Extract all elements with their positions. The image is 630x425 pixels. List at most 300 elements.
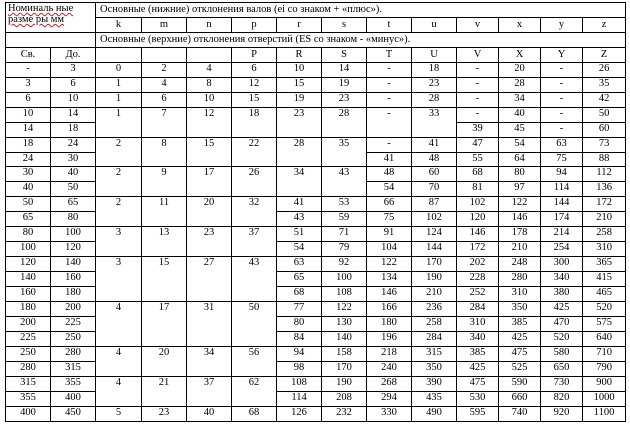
deviation-cell: 590 — [499, 376, 541, 391]
deviation-cell: 14 — [322, 62, 367, 77]
deviation-cell: 232 — [322, 406, 367, 421]
deviation-cell: 19 — [277, 92, 322, 107]
hole-letter: S — [322, 47, 367, 62]
deviation-cell: 390 — [412, 376, 457, 391]
shaft-letter: s — [322, 17, 367, 32]
deviation-cell: 475 — [499, 346, 541, 361]
deviation-cell: 190 — [322, 376, 367, 391]
table-row — [6, 107, 626, 122]
deviation-cell: 63 — [541, 137, 583, 152]
deviation-cell: 280 — [499, 272, 541, 287]
hole-letter: Z — [583, 47, 626, 62]
deviation-cell: 144 — [541, 197, 583, 212]
deviation-cell-p: 15 — [232, 92, 277, 107]
table-row — [6, 346, 626, 361]
deviation-cell: 63 — [277, 257, 322, 272]
deviation-cell: 114 — [277, 391, 322, 406]
deviation-cell-k: 4 — [96, 302, 142, 347]
table-row — [6, 302, 626, 317]
deviation-cell: 166 — [367, 302, 412, 317]
hole-deviation-header: Основные (верхние) отклонения отверстий (ES со знаком - «минус»). — [96, 32, 626, 47]
deviation-cell: 77 — [277, 302, 322, 317]
deviation-cell: 70 — [412, 182, 457, 197]
deviation-cell: 48 — [367, 167, 412, 182]
deviation-cell-p: 56 — [232, 346, 277, 376]
deviation-cell: 310 — [499, 287, 541, 302]
size-from-cell: 160 — [6, 287, 51, 302]
size-from-cell: 6 — [6, 92, 51, 107]
deviation-cell-p: 50 — [232, 302, 277, 347]
deviation-cell: 59 — [322, 212, 367, 227]
deviation-cell-k: 3 — [96, 257, 142, 302]
deviation-cell: 87 — [412, 197, 457, 212]
deviation-cell: 80 — [499, 167, 541, 182]
deviation-cell: 51 — [277, 227, 322, 242]
deviation-cell: 465 — [583, 287, 626, 302]
shaft-deviation-header: Основные (нижние) отклонения валов (ei со знаком + «плюс»). — [96, 3, 626, 18]
size-to-cell: 120 — [51, 242, 96, 257]
deviation-cell: 170 — [322, 361, 367, 376]
deviation-cell: 174 — [541, 212, 583, 227]
size-from-cell: 180 — [6, 302, 51, 317]
deviation-cell: 54 — [277, 242, 322, 257]
deviation-cell: 740 — [499, 406, 541, 421]
table-row — [6, 376, 626, 391]
table-row — [6, 137, 626, 152]
deviation-cell: 525 — [499, 361, 541, 376]
deviation-cell: 228 — [457, 272, 499, 287]
deviation-cell: 48 — [412, 152, 457, 167]
shaft-letter: n — [187, 17, 232, 32]
shaft-letter: m — [142, 17, 187, 32]
size-from-cell: 400 — [6, 406, 51, 421]
deviation-cell: 415 — [583, 272, 626, 287]
shaft-letter: z — [583, 17, 626, 32]
deviation-cell-m: 9 — [142, 167, 187, 197]
size-to-cell: 18 — [51, 122, 96, 137]
hole-letter: V — [457, 47, 499, 62]
deviation-cell: 315 — [412, 346, 457, 361]
deviation-cell: 65 — [277, 272, 322, 287]
deviation-cell-p: 6 — [232, 62, 277, 77]
deviation-cell: 435 — [412, 391, 457, 406]
hole-letter — [187, 47, 232, 62]
deviation-cell: 340 — [541, 272, 583, 287]
deviation-cell: 900 — [583, 376, 626, 391]
deviation-cell: 730 — [541, 376, 583, 391]
deviation-cell: - — [457, 77, 499, 92]
deviation-cell: 425 — [541, 302, 583, 317]
deviation-cell: - — [541, 92, 583, 107]
deviation-cell: 23 — [412, 77, 457, 92]
deviation-cell-m: 15 — [142, 257, 187, 302]
size-to-cell: 80 — [51, 212, 96, 227]
deviation-cell-m: 20 — [142, 346, 187, 376]
deviation-cell-s: 43 — [322, 167, 367, 197]
deviation-cell: 41 — [412, 137, 457, 152]
size-from-cell: 50 — [6, 197, 51, 212]
deviation-cell-n: 12 — [187, 107, 232, 137]
size-from-cell: 10 — [6, 107, 51, 122]
deviation-cell: 122 — [499, 197, 541, 212]
size-to-cell: 30 — [51, 152, 96, 167]
deviation-cell-p: 43 — [232, 257, 277, 302]
size-from-cell: 3 — [6, 77, 51, 92]
size-to-cell: 10 — [51, 92, 96, 107]
deviation-cell-n: 15 — [187, 137, 232, 167]
deviation-cell-m: 11 — [142, 197, 187, 227]
deviation-cell: 43 — [277, 212, 322, 227]
deviation-cell: 520 — [583, 302, 626, 317]
deviation-cell-p: 22 — [232, 137, 277, 167]
deviation-cell: 28 — [499, 77, 541, 92]
deviation-cell: 820 — [541, 391, 583, 406]
size-from-cell: 250 — [6, 346, 51, 361]
deviation-cell: - — [457, 107, 499, 122]
shaft-letter: u — [412, 17, 457, 32]
deviation-cell: 15 — [277, 77, 322, 92]
deviation-cell-p: 37 — [232, 227, 277, 257]
size-to-cell: 14 — [51, 107, 96, 122]
deviation-cell: 80 — [277, 317, 322, 332]
deviation-cell: 144 — [412, 242, 457, 257]
size-from-cell: 24 — [6, 152, 51, 167]
deviation-cell: 88 — [583, 152, 626, 167]
size-from-cell: - — [6, 62, 51, 77]
size-to-cell: 24 — [51, 137, 96, 152]
deviation-cell: 208 — [322, 391, 367, 406]
deviation-cell: 41 — [367, 152, 412, 167]
deviation-cell: 580 — [541, 346, 583, 361]
deviation-cell: 520 — [541, 331, 583, 346]
deviation-cell: 172 — [583, 197, 626, 212]
table-row — [6, 92, 626, 107]
deviation-cell-m: 23 — [142, 406, 187, 421]
deviation-cell-p: 62 — [232, 376, 277, 406]
deviation-cell: 190 — [412, 272, 457, 287]
deviation-cell: 34 — [499, 92, 541, 107]
deviation-cell: 130 — [322, 317, 367, 332]
shaft-letter: y — [541, 17, 583, 32]
deviation-cell: 640 — [583, 331, 626, 346]
deviation-cell: 258 — [412, 317, 457, 332]
size-to-cell: 400 — [51, 391, 96, 406]
size-to-cell: 160 — [51, 272, 96, 287]
deviation-cell: 254 — [541, 242, 583, 257]
deviation-cell-p: 18 — [232, 107, 277, 137]
deviation-cell-n: 8 — [187, 77, 232, 92]
size-to-cell: 200 — [51, 302, 96, 317]
deviation-cell-r: 23 — [277, 107, 322, 137]
size-from-cell: 200 — [6, 317, 51, 332]
deviation-cell: 73 — [583, 137, 626, 152]
size-from-cell: 65 — [6, 212, 51, 227]
deviation-cell: 284 — [412, 331, 457, 346]
deviation-cell-n: 37 — [187, 376, 232, 406]
size-to-cell: 355 — [51, 376, 96, 391]
deviation-cell: - — [457, 62, 499, 77]
deviation-cell: 81 — [457, 182, 499, 197]
hole-letter: Y — [541, 47, 583, 62]
size-to-cell: 450 — [51, 406, 96, 421]
deviation-cell: 124 — [412, 227, 457, 242]
deviation-cell-k: 1 — [96, 107, 142, 137]
deviation-cell: 146 — [457, 227, 499, 242]
deviation-cell: 178 — [499, 227, 541, 242]
deviation-cell-n: 10 — [187, 92, 232, 107]
table-row — [6, 257, 626, 272]
table-row — [6, 62, 626, 77]
deviation-cell: 91 — [367, 227, 412, 242]
deviation-cell: - — [367, 62, 412, 77]
size-to-cell: 65 — [51, 197, 96, 212]
deviation-cell: 425 — [499, 331, 541, 346]
deviation-cell-n: 31 — [187, 302, 232, 347]
deviation-cell: 108 — [277, 376, 322, 391]
deviation-cell: - — [541, 62, 583, 77]
deviation-cell-m: 21 — [142, 376, 187, 406]
deviation-cell-m: 4 — [142, 77, 187, 92]
deviation-cell: 112 — [583, 167, 626, 182]
deviation-cell: 40 — [499, 107, 541, 122]
size-to-cell: 6 — [51, 77, 96, 92]
deviation-cell-n: 40 — [187, 406, 232, 421]
deviation-cell: 385 — [499, 317, 541, 332]
deviation-cell: 92 — [322, 257, 367, 272]
deviation-cell: 47 — [457, 137, 499, 152]
deviation-cell: 470 — [541, 317, 583, 332]
deviation-cell: 71 — [322, 227, 367, 242]
deviation-cell: 100 — [322, 272, 367, 287]
deviation-cell: 475 — [457, 376, 499, 391]
shaft-letter: v — [457, 17, 499, 32]
deviation-cell: 75 — [541, 152, 583, 167]
deviation-cell: 660 — [499, 391, 541, 406]
deviation-cell: 350 — [499, 302, 541, 317]
size-to-cell: 100 — [51, 227, 96, 242]
deviation-cell: 54 — [367, 182, 412, 197]
table-body — [6, 3, 626, 422]
deviation-cell: 240 — [367, 361, 412, 376]
deviation-cell: 530 — [457, 391, 499, 406]
deviation-cell: 134 — [367, 272, 412, 287]
deviation-cell: 595 — [457, 406, 499, 421]
deviation-cell: 284 — [457, 302, 499, 317]
deviation-cell: 202 — [457, 257, 499, 272]
size-header-cont — [6, 32, 96, 47]
table-row — [6, 77, 626, 92]
deviation-cell-k: 4 — [96, 376, 142, 406]
table-row — [6, 197, 626, 212]
deviation-cell: 218 — [367, 346, 412, 361]
deviation-cell: 53 — [322, 197, 367, 212]
deviation-cell: 122 — [367, 257, 412, 272]
deviation-cell: 60 — [412, 167, 457, 182]
deviation-cell-n: 34 — [187, 346, 232, 376]
deviation-cell: 60 — [583, 122, 626, 137]
deviation-cell-k: 2 — [96, 137, 142, 167]
deviation-cell-p: 68 — [232, 406, 277, 421]
table-row — [6, 406, 626, 421]
deviation-cell: 650 — [541, 361, 583, 376]
deviation-cell: 42 — [583, 92, 626, 107]
deviation-cell: 1100 — [583, 406, 626, 421]
deviation-cell: 380 — [541, 287, 583, 302]
deviation-cell: 94 — [541, 167, 583, 182]
deviation-cell-n: 17 — [187, 167, 232, 197]
size-to-cell: 225 — [51, 317, 96, 332]
size-to-cell: 3 — [51, 62, 96, 77]
deviation-cell: 23 — [322, 92, 367, 107]
table-row — [6, 227, 626, 242]
deviation-cell: 55 — [457, 152, 499, 167]
size-from-cell: 315 — [6, 376, 51, 391]
deviation-cell-n: 27 — [187, 257, 232, 302]
deviation-cell: 108 — [322, 287, 367, 302]
size-from-cell: 355 — [6, 391, 51, 406]
deviation-cell: 300 — [541, 257, 583, 272]
deviation-cell: 575 — [583, 317, 626, 332]
shaft-letter: p — [232, 17, 277, 32]
deviation-cell: 210 — [499, 242, 541, 257]
shaft-letter: k — [96, 17, 142, 32]
deviation-cell: 140 — [322, 331, 367, 346]
deviation-cell: 248 — [499, 257, 541, 272]
hole-letter: X — [499, 47, 541, 62]
deviation-cell: 196 — [367, 331, 412, 346]
deviation-cell: 790 — [583, 361, 626, 376]
deviation-cell-r: 34 — [277, 167, 322, 197]
deviation-cell: 252 — [457, 287, 499, 302]
deviation-cell: 39 — [457, 122, 499, 137]
size-header: Номиналь ные разме ры мм — [6, 3, 96, 33]
deviation-cell: 50 — [583, 107, 626, 122]
deviation-cell: 1000 — [583, 391, 626, 406]
hole-letter: U — [412, 47, 457, 62]
deviation-cell-m: 7 — [142, 107, 187, 137]
deviation-cell: 214 — [541, 227, 583, 242]
deviation-cell: 310 — [457, 317, 499, 332]
deviation-cell-p: 12 — [232, 77, 277, 92]
size-to-cell: 250 — [51, 331, 96, 346]
shaft-letter: t — [367, 17, 412, 32]
deviation-cell: - — [367, 92, 412, 107]
deviation-cell: 120 — [457, 212, 499, 227]
deviation-cell: 385 — [457, 346, 499, 361]
deviation-cell: 98 — [277, 361, 322, 376]
deviation-cell: 64 — [499, 152, 541, 167]
deviation-cell: 104 — [367, 242, 412, 257]
deviation-table-page — [5, 2, 625, 422]
deviation-cell: - — [367, 77, 412, 92]
size-to-cell: 280 — [51, 346, 96, 361]
deviation-table — [5, 2, 626, 422]
deviation-cell-k: 0 — [96, 62, 142, 77]
deviation-cell: 114 — [541, 182, 583, 197]
deviation-cell-n: 4 — [187, 62, 232, 77]
deviation-cell: 20 — [499, 62, 541, 77]
deviation-cell-m: 17 — [142, 302, 187, 347]
deviation-cell: - — [367, 137, 412, 152]
deviation-cell: - — [541, 77, 583, 92]
deviation-cell: 68 — [457, 167, 499, 182]
deviation-cell: 28 — [412, 92, 457, 107]
deviation-cell-k: 4 — [96, 346, 142, 376]
deviation-cell-m: 2 — [142, 62, 187, 77]
hole-letter — [142, 47, 187, 62]
size-from-cell: 120 — [6, 257, 51, 272]
deviation-cell: 310 — [583, 242, 626, 257]
deviation-cell: 84 — [277, 331, 322, 346]
deviation-cell: - — [457, 92, 499, 107]
deviation-cell: 126 — [277, 406, 322, 421]
deviation-cell: 210 — [583, 212, 626, 227]
deviation-cell: 425 — [457, 361, 499, 376]
deviation-cell-s: 28 — [322, 107, 367, 137]
deviation-cell-k: 1 — [96, 92, 142, 107]
table-row — [6, 167, 626, 182]
to-label: До. — [51, 47, 96, 62]
deviation-cell: 10 — [277, 62, 322, 77]
deviation-cell-p: 32 — [232, 197, 277, 227]
size-from-cell: 40 — [6, 182, 51, 197]
deviation-cell: 122 — [322, 302, 367, 317]
deviation-cell-k: 3 — [96, 227, 142, 257]
deviation-cell: 490 — [412, 406, 457, 421]
deviation-cell: 294 — [367, 391, 412, 406]
deviation-cell: 920 — [541, 406, 583, 421]
deviation-cell-u: 33 — [412, 107, 457, 137]
size-from-cell: 280 — [6, 361, 51, 376]
shaft-letter: x — [499, 17, 541, 32]
size-to-cell: 40 — [51, 167, 96, 182]
size-from-cell: 100 — [6, 242, 51, 257]
deviation-cell: 340 — [457, 331, 499, 346]
size-from-cell: 18 — [6, 137, 51, 152]
deviation-cell: 330 — [367, 406, 412, 421]
deviation-cell-m: 8 — [142, 137, 187, 167]
deviation-cell: 350 — [412, 361, 457, 376]
hole-letter: R — [277, 47, 322, 62]
deviation-cell: 68 — [277, 287, 322, 302]
deviation-cell-m: 13 — [142, 227, 187, 257]
deviation-cell-k: 5 — [96, 406, 142, 421]
size-from-cell: 80 — [6, 227, 51, 242]
deviation-cell: 66 — [367, 197, 412, 212]
deviation-cell-k: 2 — [96, 197, 142, 227]
deviation-cell-n: 20 — [187, 197, 232, 227]
deviation-cell: - — [541, 122, 583, 137]
deviation-cell: 710 — [583, 346, 626, 361]
deviation-cell: 210 — [412, 287, 457, 302]
deviation-cell: 79 — [322, 242, 367, 257]
deviation-cell: - — [541, 107, 583, 122]
size-from-cell: 140 — [6, 272, 51, 287]
hole-letter — [96, 47, 142, 62]
shaft-letter: r — [277, 17, 322, 32]
deviation-cell: 146 — [499, 212, 541, 227]
deviation-cell: 54 — [499, 137, 541, 152]
deviation-cell: 268 — [367, 376, 412, 391]
size-to-cell: 140 — [51, 257, 96, 272]
deviation-cell-t: - — [367, 107, 412, 137]
deviation-cell: 136 — [583, 182, 626, 197]
deviation-cell: 102 — [412, 212, 457, 227]
deviation-cell-m: 6 — [142, 92, 187, 107]
deviation-cell: 35 — [583, 77, 626, 92]
deviation-cell-k: 1 — [96, 77, 142, 92]
deviation-cell: 94 — [277, 346, 322, 361]
